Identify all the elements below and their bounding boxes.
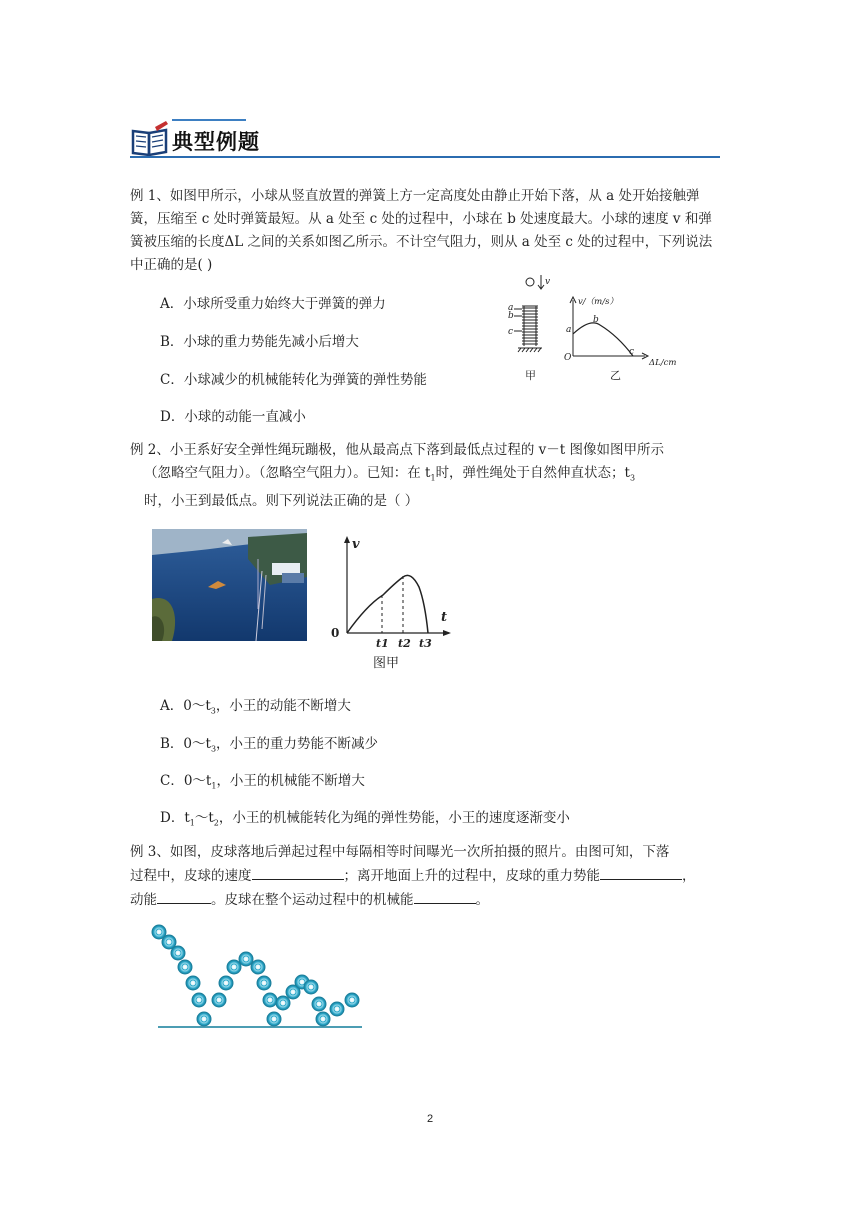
q2-stem [130, 439, 722, 513]
q2-option-d: D．$t_1\sim t_2$，小王的机械能转化为绳的弹性势能，小王的速度逐渐变小 [160, 810, 570, 828]
q1-fig-b: b [508, 311, 514, 321]
q3-blank-potential[interactable] [600, 864, 682, 880]
ball [251, 960, 265, 974]
ball [192, 993, 206, 1007]
q1-fig-jia: 甲 [525, 369, 536, 382]
ball [178, 960, 192, 974]
bungee-photo [152, 529, 307, 641]
ball [257, 976, 271, 990]
page-number: 2 [426, 1113, 434, 1125]
ball [330, 1002, 344, 1016]
ball [197, 1012, 211, 1026]
ball [212, 993, 226, 1007]
header-accent-bar [172, 119, 246, 121]
ball [171, 946, 185, 960]
q1-option-d: D．小球的动能一直减小 [160, 409, 306, 425]
q3-line3: 动能 。皮球在整个运动过程中的机械能 。 [130, 888, 722, 912]
ball [267, 1012, 281, 1026]
q2-fig-caption: 图甲 [373, 656, 400, 671]
q2-option-c: C．$0\sim t_1$，小王的机械能不断增大 [160, 773, 365, 791]
q1-option-c: C．小球减少的机械能转化为弹簧的弹性势能 [160, 372, 427, 388]
ball [304, 980, 318, 994]
q1-stem: 例 1、如图甲所示，小球从竖直放置的弹簧上方一定高度处由静止开始下落，从 a 处开始接触弹簧，压缩至 c 处时弹簧最短。从 a 处至 c 处的过程中，小球在 b 处速度最大。小球的速度 v 和弹簧被压缩的长度ΔL 之间的关系如图乙所示。不计空气阻力，则从 a 处至 c 处的过程中，下列说法中正确的是( ) [130, 188, 713, 273]
q3-blank-speed[interactable] [252, 864, 344, 880]
ball [227, 960, 241, 974]
q2-line1: 例 2、小王系好安全弹性绳玩蹦极，他从最高点下落到最低点过程的 v－t 图像如图甲所示 [130, 442, 665, 458]
q1-option-b: B．小球的重力势能先减小后增大 [160, 334, 359, 350]
q2-fig-v: v [352, 537, 360, 552]
q2-option-a: A．$0\sim t_3$，小王的动能不断增大 [160, 698, 351, 716]
ball [219, 976, 233, 990]
q3-line2: 过程中，皮球的速度 ；离开地面上升的过程中，皮球的重力势能 ， [130, 864, 722, 888]
q1-fig-xlabel: ΔL/cm [649, 358, 677, 368]
ball [312, 997, 326, 1011]
q1-fig-yi: 乙 [610, 369, 621, 382]
header-divider [130, 156, 720, 158]
q3-blank-mechanical[interactable] [414, 888, 476, 904]
q2-line2: （忽略空气阻力）。（忽略空气阻力）。已知：在 $t_1$时，弹性绳处于自然伸直状态；$t_3$ [144, 465, 636, 483]
spring-icon [514, 306, 542, 352]
q2-fig-t1: t1 [376, 637, 389, 650]
q1-fig-a: a [508, 303, 514, 313]
section-title: 典型例题 [172, 130, 260, 154]
ball [239, 952, 253, 966]
q1-fig-graph-b: b [593, 315, 599, 325]
q1-fig-ylabel: v/（m/s） [578, 297, 618, 307]
q1-fig-c: c [508, 327, 514, 337]
q3-blank-kinetic[interactable] [157, 888, 211, 904]
q2-fig-t: t [441, 610, 448, 625]
q2-fig-origin: 0 [331, 626, 340, 640]
q1-option-a: A．小球所受重力始终大于弹簧的弹力 [160, 296, 386, 312]
q2-fig-t3: t3 [419, 637, 432, 650]
q1-fig-graph-c: c [629, 347, 635, 357]
ball [186, 976, 200, 990]
q1-fig-v: v [545, 277, 551, 287]
ball [316, 1012, 330, 1026]
q1-figure [500, 272, 690, 384]
q2-line3: 时，小王到最低点。则下列说法正确的是（ ） [144, 492, 419, 509]
book-icon [130, 121, 170, 157]
q2-option-b: B．$0\sim t_3$，小王的重力势能不断减少 [160, 736, 379, 754]
q3-stem [130, 841, 722, 912]
ball-icon [526, 278, 534, 286]
ball [263, 993, 277, 1007]
ball [345, 993, 359, 1007]
q1-fig-origin: O [564, 353, 572, 363]
ball [276, 996, 290, 1010]
bouncing-ball-figure [150, 920, 370, 1032]
q2-vt-graph [327, 533, 455, 673]
q3-line1: 例 3、如图，皮球落地后弹起过程中每隔相等时间曝光一次所拍摄的照片。由图可知，下落 [130, 844, 670, 860]
q2-fig-t2: t2 [398, 637, 411, 650]
q1-fig-graph-a: a [566, 325, 572, 335]
